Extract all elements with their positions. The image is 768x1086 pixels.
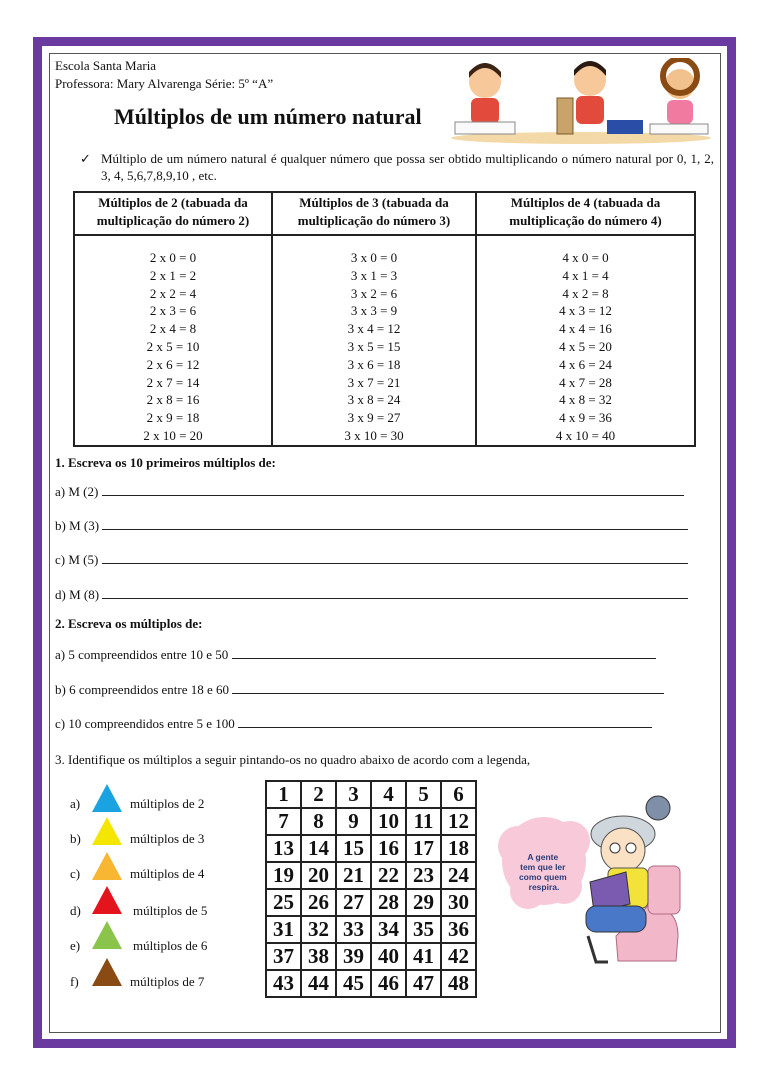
multiplication-table: [73, 191, 696, 447]
table-cell: 2 x 5 = 10: [146, 338, 200, 354]
item-label: a) 5 compreendidos entre 10 e 50: [55, 647, 229, 662]
table-cell: 3 x 7 = 21: [347, 374, 401, 390]
grid-cell[interactable]: 36: [441, 916, 476, 943]
table-cell: 3 x 0 = 0: [350, 250, 398, 265]
grid-cell[interactable]: 29: [406, 889, 441, 916]
triangle-icon: [92, 886, 122, 914]
question-2b: [55, 681, 664, 698]
table-cell: 3 x 5 = 15: [347, 338, 401, 354]
table-cell: 2 x 8 = 16: [146, 392, 200, 408]
item-label: b) M (3): [55, 518, 100, 533]
grid-row: [266, 943, 476, 970]
table-cell: 4 x 1 = 4: [562, 267, 609, 283]
table-cell: 4 x 6 = 24: [559, 356, 612, 372]
question-1d: [55, 586, 688, 603]
table-cell: 4 x 7 = 28: [559, 374, 612, 390]
grid-row: [266, 781, 476, 808]
grid-cell[interactable]: 44: [301, 970, 336, 997]
question-2a: [55, 646, 656, 663]
grid-cell[interactable]: 14: [301, 835, 336, 862]
grid-cell[interactable]: 31: [266, 916, 301, 943]
legend-letter: d): [70, 903, 81, 918]
triangle-icon: [92, 784, 122, 812]
bubble-line: A gente: [527, 852, 559, 862]
grid-cell[interactable]: 2: [301, 781, 336, 808]
table-cell: 2 x 10 = 20: [143, 427, 203, 443]
table-cell: 2 x 7 = 14: [146, 374, 200, 390]
grid-cell[interactable]: 4: [371, 781, 406, 808]
grid-row: [266, 808, 476, 835]
grid-cell[interactable]: 18: [441, 835, 476, 862]
question-1c: [55, 551, 688, 568]
table-cell: 4 x 0 = 0: [562, 250, 609, 265]
table-cell: 4 x 2 = 8: [562, 285, 609, 301]
table-cell: 3 x 8 = 24: [347, 392, 401, 408]
grid-row: [266, 835, 476, 862]
grid-cell[interactable]: 39: [336, 943, 371, 970]
item-label: c) 10 compreendidos entre 5 e 100: [55, 716, 235, 731]
grid-cell[interactable]: 15: [336, 835, 371, 862]
item-label: d) M (8): [55, 587, 100, 602]
grid-cell[interactable]: 19: [266, 862, 301, 889]
legend-letter: b): [70, 831, 81, 846]
table-cell: 4 x 3 = 12: [559, 303, 612, 319]
grid-cell[interactable]: 27: [336, 889, 371, 916]
grid-cell[interactable]: 7: [266, 808, 301, 835]
table-cell: 3 x 4 = 12: [347, 321, 401, 337]
grid-cell[interactable]: 21: [336, 862, 371, 889]
bubble-line: como quem: [518, 872, 567, 882]
table-cell: 2 x 4 = 8: [149, 321, 197, 337]
bubble-line: tem que ler: [520, 862, 566, 872]
grid-cell[interactable]: 40: [371, 943, 406, 970]
answer-line[interactable]: [102, 586, 688, 599]
answer-line[interactable]: [238, 715, 652, 728]
grid-cell[interactable]: 16: [371, 835, 406, 862]
grid-cell[interactable]: 26: [301, 889, 336, 916]
grid-cell[interactable]: 5: [406, 781, 441, 808]
legend-letter: e): [70, 938, 81, 953]
table-cell: 4 x 5 = 20: [559, 338, 612, 354]
grid-cell[interactable]: 37: [266, 943, 301, 970]
grid-cell[interactable]: 1: [266, 781, 301, 808]
grid-cell[interactable]: 34: [371, 916, 406, 943]
legend-label: múltiplos de 3: [130, 831, 205, 846]
answer-line[interactable]: [232, 646, 656, 659]
table-cell: 3 x 2 = 6: [350, 285, 398, 301]
grid-cell[interactable]: 13: [266, 835, 301, 862]
answer-line[interactable]: [102, 483, 684, 496]
grid-cell[interactable]: 9: [336, 808, 371, 835]
grid-cell[interactable]: 41: [406, 943, 441, 970]
grid-cell[interactable]: 38: [301, 943, 336, 970]
grid-cell[interactable]: 32: [301, 916, 336, 943]
table-cell: 4 x 9 = 36: [559, 410, 612, 426]
legend-label: múltiplos de 4: [130, 866, 205, 881]
grid-cell[interactable]: 6: [441, 781, 476, 808]
children-studying-illustration: [445, 58, 717, 144]
table-cell: 4 x 10 = 40: [555, 427, 616, 443]
grid-cell[interactable]: 12: [441, 808, 476, 835]
grid-row: [266, 862, 476, 889]
table-cell: 3 x 10 = 30: [344, 427, 404, 443]
table-cell: 2 x 6 = 12: [146, 356, 200, 372]
item-label: b) 6 compreendidos entre 18 e 60: [55, 682, 230, 697]
table-column: [476, 235, 695, 446]
answer-line[interactable]: [102, 551, 688, 564]
table-cell: 2 x 3 = 6: [149, 303, 197, 319]
grid-cell[interactable]: 45: [336, 970, 371, 997]
grid-cell[interactable]: 11: [406, 808, 441, 835]
table-cell: 3 x 3 = 9: [350, 303, 398, 319]
item-label: c) M (5): [55, 552, 99, 567]
question-2c: [55, 715, 652, 732]
answer-line[interactable]: [232, 681, 664, 694]
table-cell: 2 x 0 = 0: [149, 250, 197, 265]
table-cell: 3 x 1 = 3: [350, 267, 398, 283]
table-header: Múltiplos de 3 (tabuada da multiplicação do número 3): [272, 192, 476, 235]
grid-cell[interactable]: 22: [371, 862, 406, 889]
legend-letter: c): [70, 866, 81, 881]
teacher-line: Professora: Mary Alvarenga Série: 5º “A”: [55, 76, 274, 91]
item-label: a) M (2): [55, 484, 99, 499]
grid-cell[interactable]: 20: [301, 862, 336, 889]
table-header: Múltiplos de 2 (tabuada da multiplicação do número 2): [74, 192, 272, 235]
table-cell: 2 x 2 = 4: [149, 285, 197, 301]
grid-cell[interactable]: 47: [406, 970, 441, 997]
triangle-icon: [92, 817, 122, 845]
answer-line[interactable]: [102, 517, 688, 530]
question-1b: [55, 517, 688, 534]
grid-cell[interactable]: 30: [441, 889, 476, 916]
legend-letter: f): [70, 974, 79, 989]
legend-label: múltiplos de 2: [130, 796, 205, 811]
grid-cell[interactable]: 23: [406, 862, 441, 889]
triangle-icon: [92, 852, 122, 880]
table-cell: 3 x 9 = 27: [347, 410, 401, 426]
grid-cell[interactable]: 10: [371, 808, 406, 835]
boy-reading-cartoon: [498, 786, 692, 976]
grid-cell[interactable]: 35: [406, 916, 441, 943]
intro-text: Múltiplo de um número natural é qualquer número que possa ser obtido multiplicando o número natural por 0, 1, 2, 3, 4, 5,6,7,8,9,10 , etc.: [101, 151, 714, 183]
grid-row: [266, 970, 476, 997]
legend-label: múltiplos de 6: [133, 938, 208, 953]
grid-cell[interactable]: 17: [406, 835, 441, 862]
question-1-label: 1. Escreva os 10 primeiros múltiplos de:: [55, 455, 276, 470]
grid-row: [266, 916, 476, 943]
grid-cell[interactable]: 33: [336, 916, 371, 943]
legend-letter: a): [70, 796, 81, 811]
table-column: [74, 235, 272, 446]
legend-label: múltiplos de 5: [133, 903, 208, 918]
school-name: Escola Santa Maria: [55, 58, 157, 73]
page-title: Múltiplos de um número natural: [114, 104, 422, 129]
question-2-label: 2. Escreva os múltiplos de:: [55, 616, 203, 631]
question-1a: [55, 483, 684, 500]
table-cell: 2 x 1 = 2: [149, 267, 197, 283]
triangle-icon: [92, 921, 122, 949]
triangle-icon: [92, 958, 122, 986]
grid-cell[interactable]: 8: [301, 808, 336, 835]
grid-cell[interactable]: 43: [266, 970, 301, 997]
grid-cell[interactable]: 46: [371, 970, 406, 997]
grid-cell[interactable]: 24: [441, 862, 476, 889]
grid-cell[interactable]: 25: [266, 889, 301, 916]
check-icon: ✓: [80, 151, 91, 166]
grid-cell[interactable]: 42: [441, 943, 476, 970]
grid-cell[interactable]: 3: [336, 781, 371, 808]
table-cell: 4 x 4 = 16: [559, 321, 612, 337]
table-column: [272, 235, 476, 446]
table-cell: 3 x 6 = 18: [347, 356, 401, 372]
number-grid: [265, 780, 477, 998]
table-header: Múltiplos de 4 (tabuada da multiplicação do número 4): [476, 192, 695, 235]
table-cell: 4 x 8 = 32: [559, 392, 612, 408]
bubble-line: respira.: [528, 882, 560, 892]
table-cell: 2 x 9 = 18: [146, 410, 200, 426]
grid-cell[interactable]: 28: [371, 889, 406, 916]
question-3-label: 3. Identifique os múltiplos a seguir pintando-os no quadro abaixo de acordo com a legenda,: [55, 752, 531, 767]
legend-label: múltiplos de 7: [130, 974, 205, 989]
grid-cell[interactable]: 48: [441, 970, 476, 997]
grid-row: [266, 889, 476, 916]
